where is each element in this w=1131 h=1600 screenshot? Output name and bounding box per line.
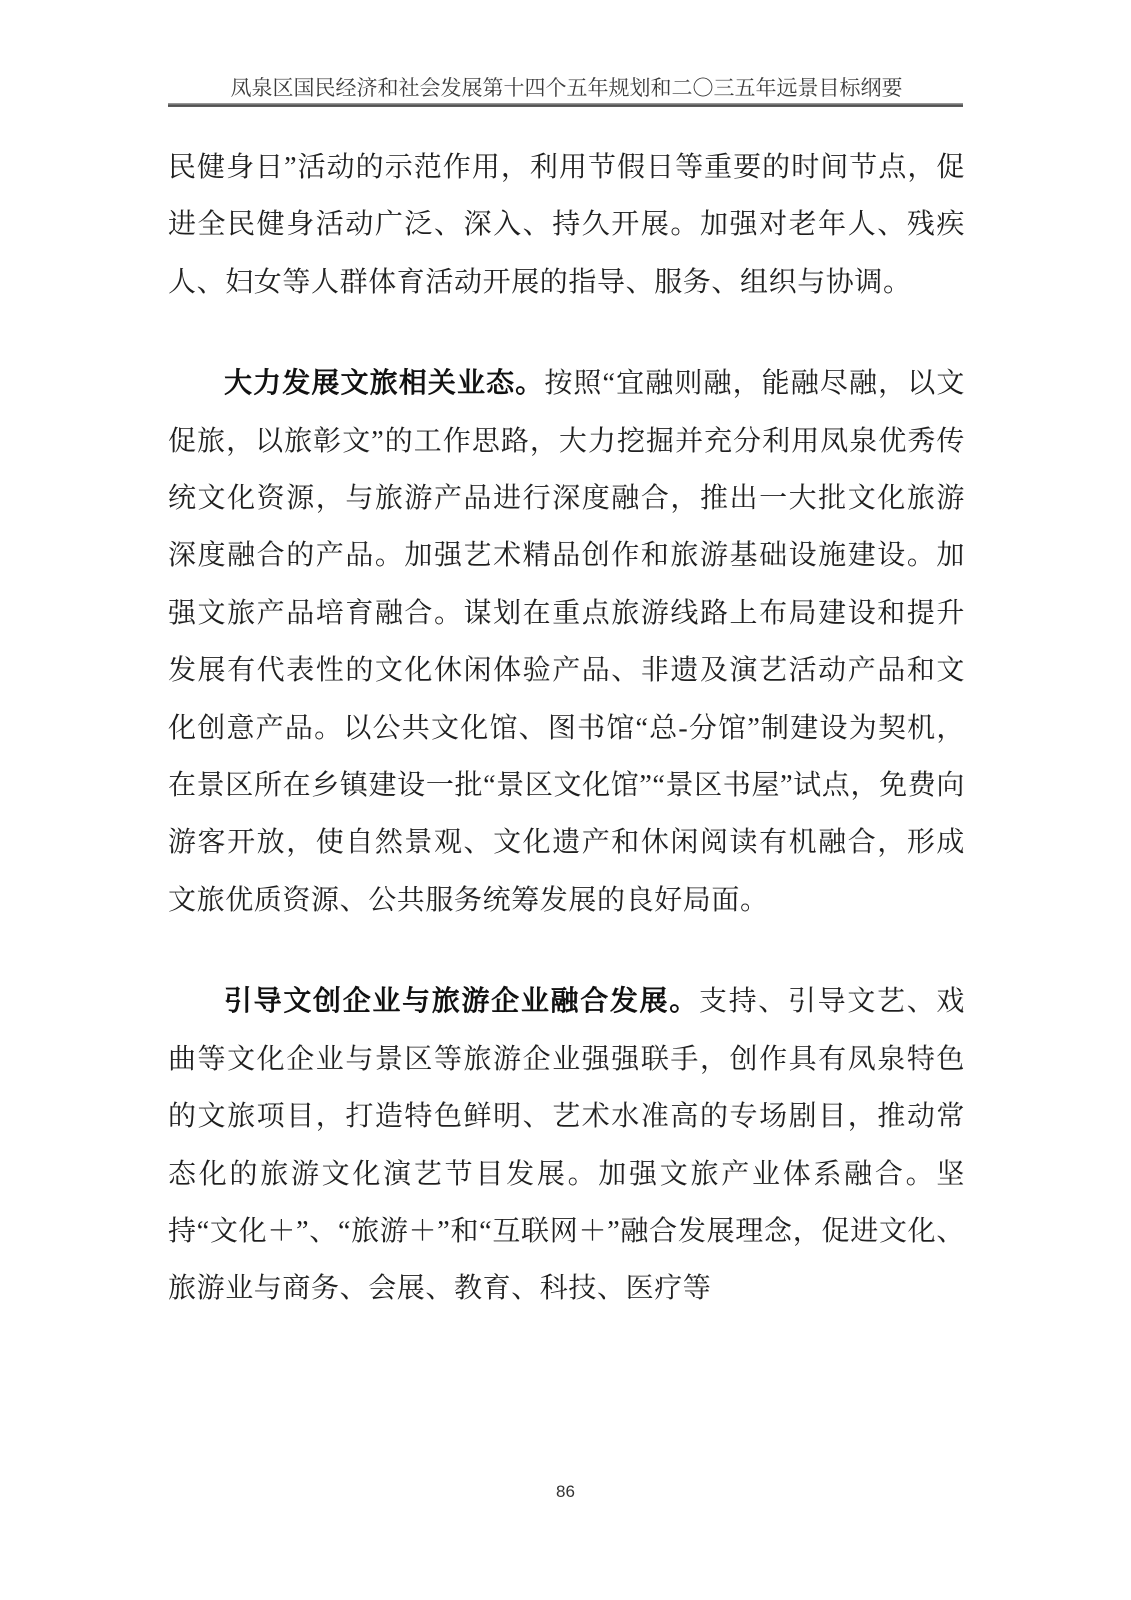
paragraph-text: 按照“宜融则融，能融尽融，以文促旅，以旅彰文”的工作思路，大力挖掘并充分利用凤泉优秀传统文化资源，与旅游产品进行深度融合，推出一大批文化旅游深度融合的产品。加强艺术精品创作和旅游基础设施建设。加强文旅产品培育融合。谋划在重点旅游线路上布局建设和提升发展有代表性的文化休闲体验产品、非遗及演艺活动产品和文化创意产品。以公共文化馆、图书馆“总-分馆”制建设为契机，在景区所在乡镇建设一批“景区文化馆”“景区书屋”试点，免费向游客开放，使自然景观、文化遗产和休闲阅读有机融合，形成文旅优质资源、公共服务统筹发展的良好局面。 — [168, 368, 965, 916]
paragraph — [168, 354, 965, 929]
paragraph — [168, 972, 965, 1317]
page-header-title: 凤泉区国民经济和社会发展第十四个五年规划和二〇三五年远景目标纲要 — [230, 76, 903, 100]
paragraph-text: 支持、引导文艺、戏曲等文化企业与景区等旅游企业强强联手，创作具有凤泉特色的文旅项目，打造特色鲜明、艺术水准高的专场剧目，推动常态化的旅游文化演艺节目发展。加强文旅产业体系融合。坚持“文化＋”、“旅游＋”和“互联网＋”融合发展理念，促进文化、旅游业与商务、会展、教育、科技、医疗等 — [168, 986, 966, 1305]
paragraph-text: 民健身日”活动的示范作用，利用节假日等重要的时间节点，促进全民健身活动广泛、深入、持久开展。加强对老年人、残疾人、妇女等人群体育活动开展的指导、服务、组织与协调。 — [168, 152, 965, 298]
paragraph — [168, 138, 965, 311]
page-number: 86 — [556, 1482, 575, 1501]
header-rule-divider — [168, 103, 963, 107]
document-body — [168, 138, 965, 1318]
paragraph-lead: 大力发展文旅相关业态。 — [224, 367, 545, 399]
paragraph-lead: 引导文创企业与旅游企业融合发展。 — [224, 985, 699, 1017]
